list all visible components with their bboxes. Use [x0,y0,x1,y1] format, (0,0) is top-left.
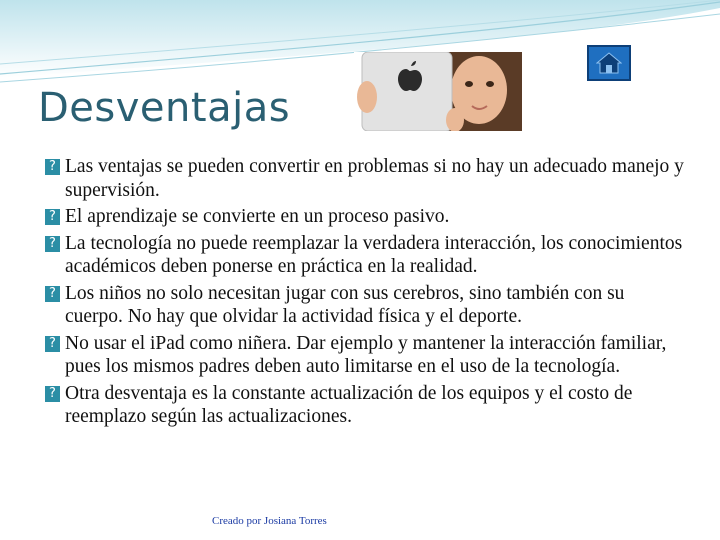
slide-title: Desventajas [38,85,291,131]
bullet-list [45,155,685,432]
bullet-marker: ? [45,159,60,175]
bullet-item [45,205,685,229]
bullet-item [45,332,685,379]
bullet-marker: ? [45,386,60,402]
bullet-text: El aprendizaje se convierte en un proceso pasivo. [65,206,450,227]
home-button[interactable] [587,45,631,81]
bullet-item [45,155,685,202]
bullet-text: Otra desventaja es la constante actualización de los equipos y el costo de reemplazo según las actualizaciones. [65,382,633,427]
bullet-item [45,282,685,329]
bullet-item [45,232,685,279]
bullet-item [45,382,685,429]
author-credit: Creado por Josiana Torres [212,515,327,527]
bullet-text: No usar el iPad como niñera. Dar ejemplo y mantener la interacción familiar, pues los mismos padres deben auto limitarse en el uso de la tecnología. [65,332,667,377]
bullet-text: La tecnología no puede reemplazar la verdadera interacción, los conocimientos académicos deben ponerse en práctica en la realidad. [65,232,683,277]
bullet-marker: ? [45,236,60,252]
bullet-marker: ? [45,286,60,302]
bullet-marker: ? [45,336,60,352]
bullet-marker: ? [45,209,60,225]
child-with-ipad-photo [354,52,522,131]
bullet-text: Los niños no solo necesitan jugar con sus cerebros, sino también con su cuerpo. No hay que olvidar la actividad física y el deporte. [65,282,625,327]
bullet-text: Las ventajas se pueden convertir en problemas si no hay un adecuado manejo y supervisión. [65,156,684,201]
home-icon [596,52,622,74]
